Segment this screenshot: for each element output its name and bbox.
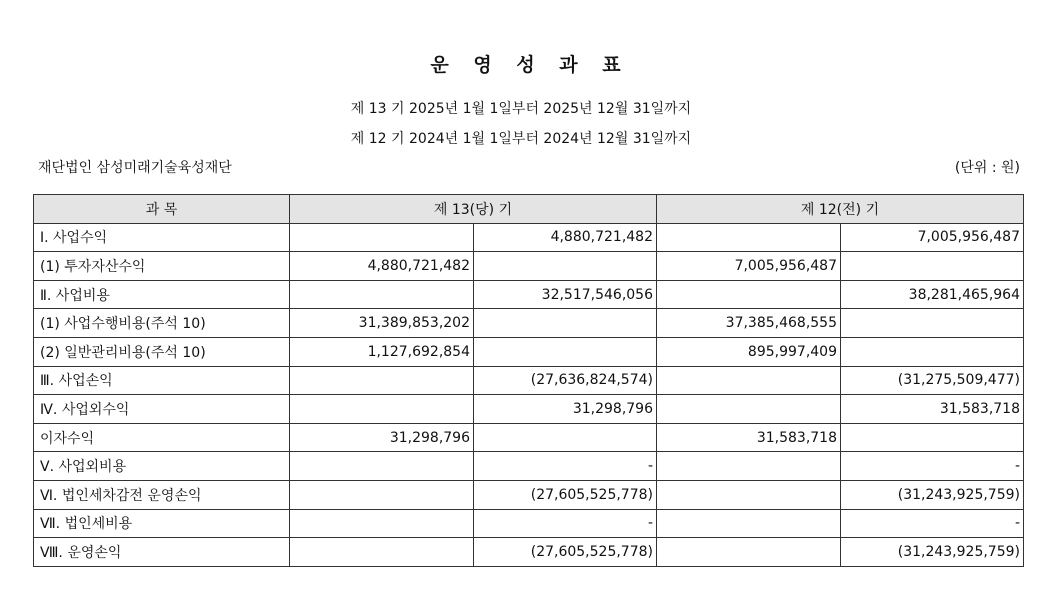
- current-total-amount: [474, 337, 657, 366]
- current-detail-amount: 31,389,853,202: [290, 309, 474, 338]
- prior-total-amount: [841, 252, 1024, 281]
- current-detail-amount: [290, 395, 474, 424]
- prior-total-amount: (31,243,925,759): [841, 538, 1024, 567]
- current-detail-amount: 1,127,692,854: [290, 337, 474, 366]
- prior-detail-amount: [657, 538, 841, 567]
- prior-detail-amount: 7,005,956,487: [657, 252, 841, 281]
- current-total-amount: (27,605,525,778): [474, 538, 657, 567]
- current-detail-amount: [290, 452, 474, 481]
- table-row: [34, 509, 1024, 538]
- item-label: Ⅰ. 사업수익: [34, 223, 290, 252]
- table-header-row: [34, 195, 1024, 224]
- table-row: [34, 223, 1024, 252]
- header-prior-period: 제 12(전) 기: [657, 195, 1024, 224]
- item-label: Ⅳ. 사업외수익: [34, 395, 290, 424]
- prior-total-amount: -: [841, 452, 1024, 481]
- table-row: [34, 423, 1024, 452]
- table-row: [34, 280, 1024, 309]
- current-total-amount: 4,880,721,482: [474, 223, 657, 252]
- current-detail-amount: 31,298,796: [290, 423, 474, 452]
- organization-name: 재단법인 삼성미래기술육성재단: [38, 160, 232, 176]
- current-total-amount: [474, 309, 657, 338]
- item-label: Ⅲ. 사업손익: [34, 366, 290, 395]
- prior-detail-amount: [657, 395, 841, 424]
- table-row: [34, 395, 1024, 424]
- current-total-amount: (27,636,824,574): [474, 366, 657, 395]
- item-label: Ⅵ. 법인세차감전 운영손익: [34, 480, 290, 509]
- table-row: [34, 480, 1024, 509]
- prior-total-amount: 7,005,956,487: [841, 223, 1024, 252]
- current-detail-amount: [290, 509, 474, 538]
- current-total-amount: -: [474, 509, 657, 538]
- prior-detail-amount: 31,583,718: [657, 423, 841, 452]
- current-detail-amount: [290, 538, 474, 567]
- header-current-period: 제 13(당) 기: [290, 195, 657, 224]
- table-row: [34, 337, 1024, 366]
- prior-detail-amount: [657, 509, 841, 538]
- table-row: [34, 452, 1024, 481]
- table-row: [34, 366, 1024, 395]
- item-label: 이자수익: [34, 423, 290, 452]
- item-label: (1) 투자자산수익: [34, 252, 290, 281]
- prior-total-amount: (31,275,509,477): [841, 366, 1024, 395]
- prior-total-amount: (31,243,925,759): [841, 480, 1024, 509]
- current-detail-amount: [290, 480, 474, 509]
- prior-detail-amount: [657, 223, 841, 252]
- header-item: 과 목: [34, 195, 290, 224]
- current-total-amount: (27,605,525,778): [474, 480, 657, 509]
- prior-total-amount: 31,583,718: [841, 395, 1024, 424]
- prior-total-amount: 38,281,465,964: [841, 280, 1024, 309]
- prior-detail-amount: [657, 452, 841, 481]
- current-total-amount: -: [474, 452, 657, 481]
- current-detail-amount: [290, 366, 474, 395]
- table-row: [34, 309, 1024, 338]
- prior-detail-amount: [657, 480, 841, 509]
- current-total-amount: [474, 252, 657, 281]
- prior-total-amount: [841, 309, 1024, 338]
- item-label: Ⅱ. 사업비용: [34, 280, 290, 309]
- table-row: [34, 252, 1024, 281]
- unit-label: (단위 : 원): [954, 160, 1020, 176]
- current-total-amount: 32,517,546,056: [474, 280, 657, 309]
- prior-detail-amount: [657, 280, 841, 309]
- current-total-amount: [474, 423, 657, 452]
- current-total-amount: 31,298,796: [474, 395, 657, 424]
- item-label: (2) 일반관리비용(주석 10): [34, 337, 290, 366]
- item-label: Ⅶ. 법인세비용: [34, 509, 290, 538]
- prior-detail-amount: 37,385,468,555: [657, 309, 841, 338]
- prior-total-amount: -: [841, 509, 1024, 538]
- document-title: 운 영 성 과 표: [430, 54, 630, 76]
- table-row: [34, 538, 1024, 567]
- item-label: Ⅷ. 운영손익: [34, 538, 290, 567]
- prior-detail-amount: 895,997,409: [657, 337, 841, 366]
- current-detail-amount: [290, 223, 474, 252]
- operating-results-table: [33, 194, 1024, 567]
- item-label: Ⅴ. 사업외비용: [34, 452, 290, 481]
- prior-detail-amount: [657, 366, 841, 395]
- period-prior: 제 12 기 2024년 1월 1일부터 2024년 12월 31일까지: [350, 131, 692, 147]
- current-detail-amount: [290, 280, 474, 309]
- prior-total-amount: [841, 423, 1024, 452]
- current-detail-amount: 4,880,721,482: [290, 252, 474, 281]
- item-label: (1) 사업수행비용(주석 10): [34, 309, 290, 338]
- prior-total-amount: [841, 337, 1024, 366]
- period-current: 제 13 기 2025년 1월 1일부터 2025년 12월 31일까지: [350, 101, 692, 117]
